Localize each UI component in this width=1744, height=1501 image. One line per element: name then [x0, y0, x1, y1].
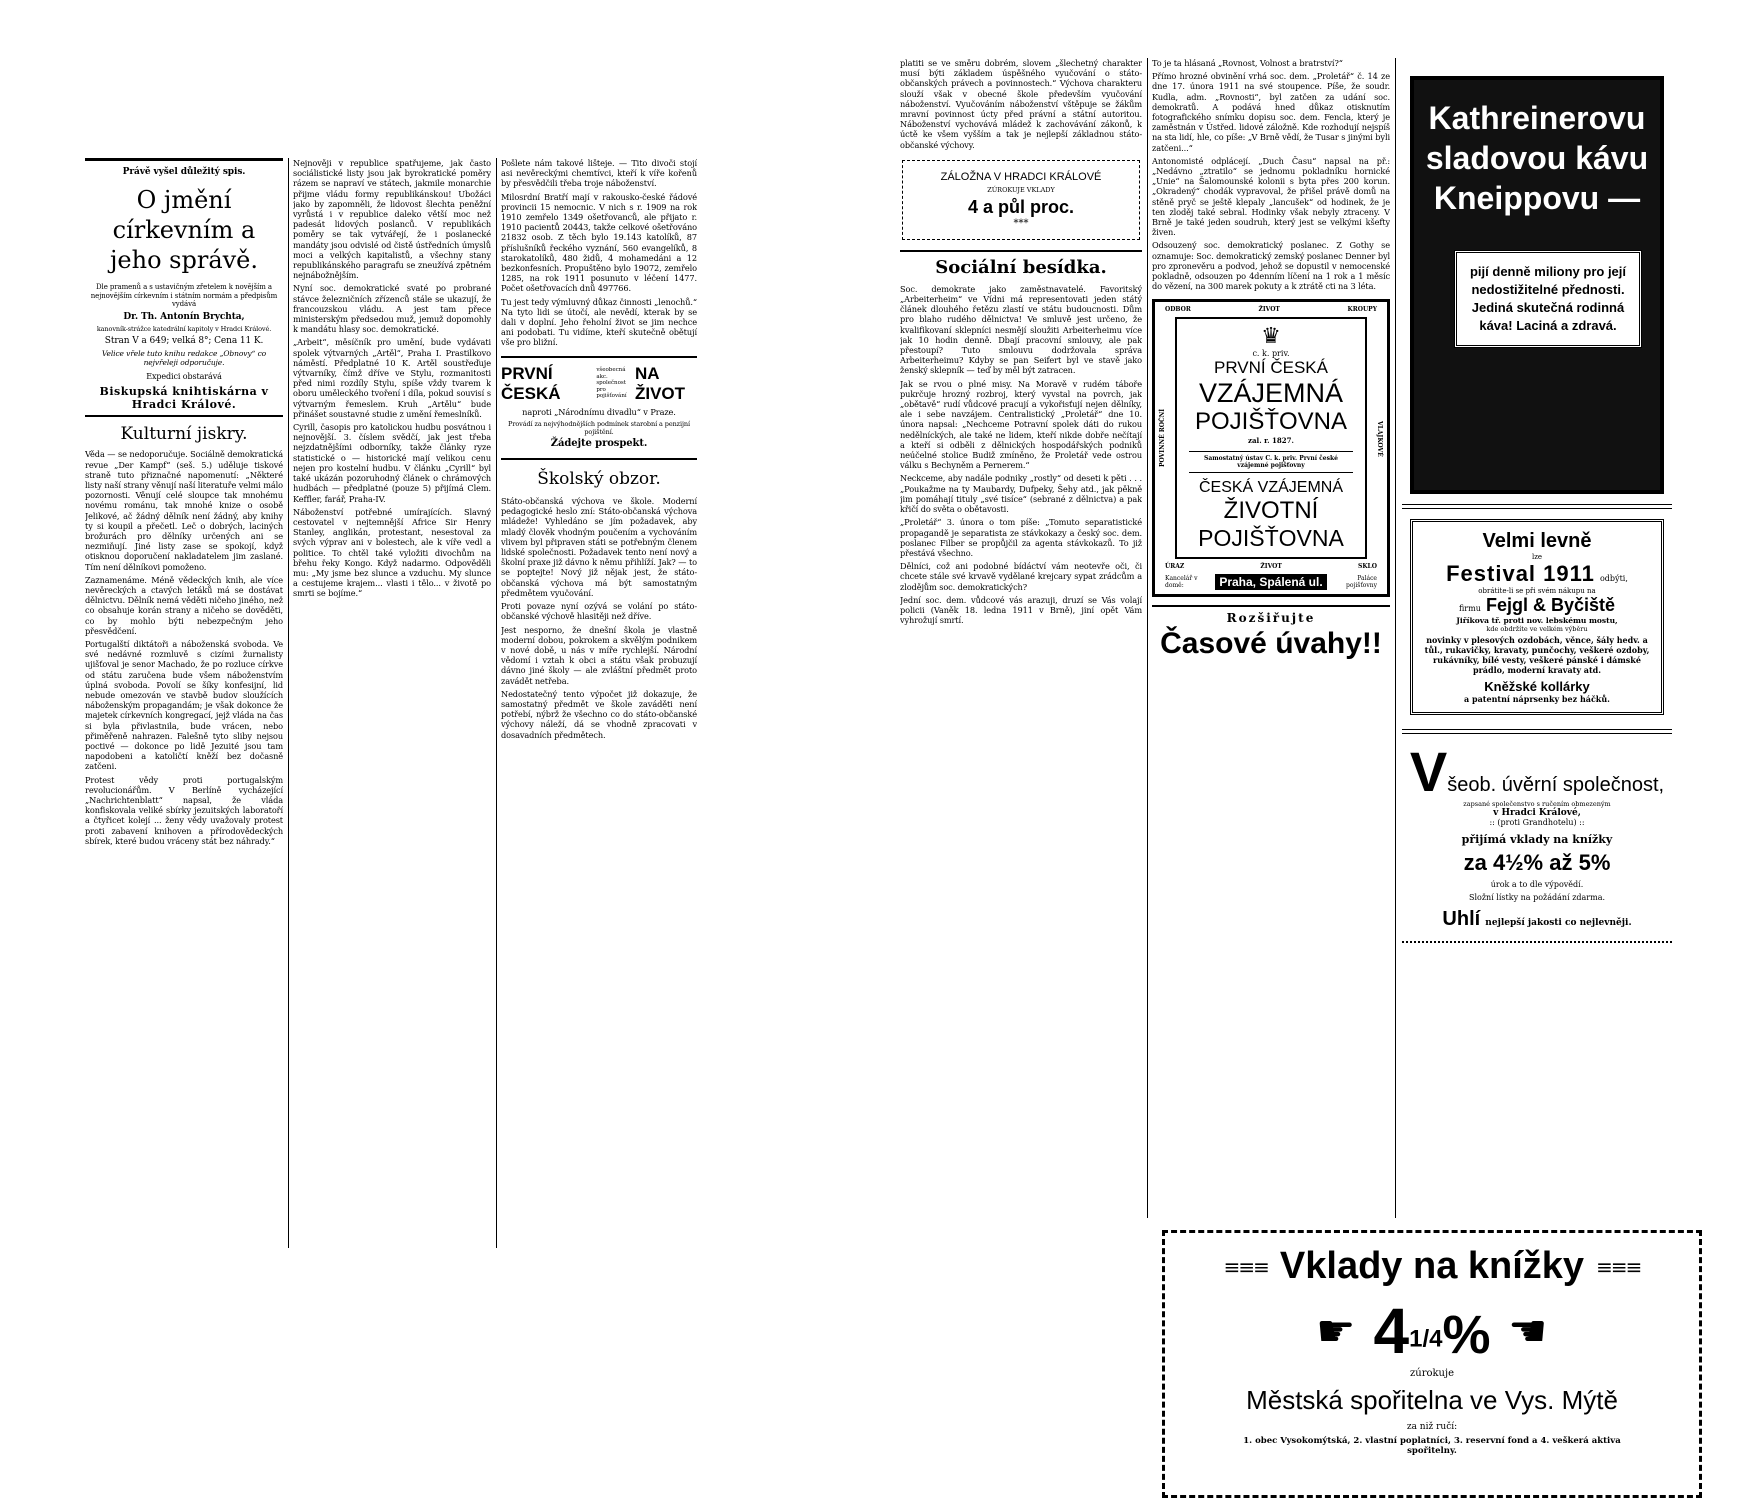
zurokuje-label: zúrokuje [1409, 1368, 1455, 1379]
article-paragraph: Portugalští diktátoři a náboženská svoboda. Ve své nedávné rozmluvě s cizími žurnalisty ujišťoval je senor Machado, že po rozluce církve od státu zaručena bude všem náboženstvím úplná svoboda. Povolí se šíky konfesijní, lid nebude omezován ve stavbě budov sloužících náboženským propagandám; je však dokonce že majetek církevních kongregací, jejž vláda na čas si byla přivlastnila, bude vrácen, nebo přiměřeně nahrazen. Falešně tyto sliby nejsou poctivé — dokonce po lidě Jezuité jsou tam napodobeni a katoličtí kněží bez dočasně zatčeni. [85, 638, 283, 772]
uhli-rest: nejlepší jakosti co nejlevněji. [1485, 918, 1632, 928]
uverni-spolecnost-ad [1402, 740, 1672, 931]
kathreiner-coffee-ad [1410, 76, 1664, 494]
article-paragraph: Zaznamenáme. Méně vědeckých knih, ale více nevěreckých a ctavých letáků má se dostávat dělnictvu. Dělník nemá věděti ničeho jiného, než co obsahuje korán strany a ničeho se dověděti, co by mohlo býti nebezpečným jeho přesvědčení. [85, 574, 283, 636]
zalozna-sub: ZÚROKUJE VKLADY [987, 185, 1055, 194]
article-paragraph: Tu jest tedy výmluvný důkaz činnosti „lenochů.“ Na tyto lidi se útočí, ale nevědí, kterak by se dali v doplní. Jeho řeholní život se jim nechce ani podobati. Tu vidíme, kteří skutečně obětují vše pro bližní. [501, 296, 697, 348]
slozni-line: Složní lístky na požádání zdarma. [1468, 893, 1606, 902]
insurance-ad [501, 356, 697, 460]
column-divider [496, 158, 497, 1248]
ad-office-address: Praha, Spálená ul. [1215, 574, 1326, 590]
ad-privileged: c. k. priv. [1252, 349, 1290, 359]
article-paragraph: Nyní soc. demokratické svaté po probrané stávce železničních zřízenců stále se ukazují, že francouzskou vládu. A jest tam přece ministerským předsedou muž, jemuž dopomohly k mandátu hlasy soc. demokratické. [293, 283, 491, 335]
vseob-address: :: (proti Grandhotelu) :: [1489, 818, 1585, 827]
rate-main: 4 [1373, 1295, 1410, 1367]
festival-line: obrátite-li se při svém nákupu na [1478, 587, 1596, 595]
vklady-title: Vklady na knížky [1279, 1245, 1585, 1287]
kathreiner-line: sladovou kávu [1425, 140, 1649, 176]
urok-line: úrok a to dle výpovědí. [1490, 880, 1584, 889]
crown-icon: ♛ [1261, 324, 1281, 350]
bank-name: Městská spořitelna ve Vys. Mýtě [1246, 1385, 1618, 1415]
book-author: Dr. Th. Antonín Brychta, [123, 311, 245, 322]
guarantee-text: 1. obec Vysokomýtská, 2. vlastní poplatníci, 3. reservní fond a 4. veškerá aktiva spořitelny. [1243, 1436, 1621, 1456]
ad-prospect: Žádejte prospekt. [550, 437, 648, 449]
zalozna-title: ZÁLOŽNA V HRADCI KRÁLOVÉ [940, 170, 1102, 183]
book-title: O jmění církevním a jeho správě. [109, 186, 259, 275]
kathreiner-inner-box: pijí denně miliony pro její nedostižitelné přednosti. Jediná skutečná rodinná káva! Laciná a zdravá. [1454, 250, 1642, 348]
publisher-name: Biskupská knihtiskárna v Hradci Králové. [99, 385, 269, 412]
ad-address: naproti „Národnímu divadlu“ v Praze. [522, 406, 676, 417]
section-heading-kulturni-jiskry: Kulturní jiskry. [120, 424, 248, 445]
article-paragraph: Nejnověji v republice spatřujeme, jak často sociálistické listy jsou jak byrokratické poměry rázem se napraví ve státech, jakmile monarchie přijme vládu formy republikánskou! Ubožáci jako by zapomněli, že lidovost šlechta peněžní vyrůstá i v republice daleko větší moc než padesát lidových poslanců. V republikách poměry se tak vytvářejí, že i poslanecké mandáty jsou odvislé od čistě ústředních úmyslů moci a velkých kapitalistů, a všechny stany republikánského paragrafu se zneužívá zpětném nejnábožnějším. [293, 158, 491, 281]
column-divider [1147, 58, 1148, 1218]
festival-ad [1410, 519, 1664, 715]
zanizruci-label: za niž ručí: [1406, 1422, 1458, 1432]
ad-company-small: všeobecná akc. společnost pro pojišťování [596, 367, 627, 400]
article-paragraph: Proti povaze nyní ozývá se volání po státo-občanské výchově hlasitěji než dříve. [501, 601, 697, 622]
book-specs: Stran V a 649; velká 8°; Cena 11 K. [104, 335, 264, 346]
firma-label: firmu [1458, 604, 1481, 613]
kathreiner-line: Kathreinerovu [1428, 100, 1646, 136]
article-paragraph: Odsouzený soc. demokratický poslanec. Z Gothy se oznamuje: Soc. demokratický zemský poslanec Denner byl pro zpronevěru a podvod, jehož se dopustil v nemocenské pokladně, odsouzen po 4denním líčení na 1 rok a 1 měsíc do vězení, na 300 marek pokuty a k ztrátě cti na 3 léta. [1152, 240, 1390, 292]
ad-founded: zal. r. 1827. [1248, 436, 1294, 446]
article-paragraph: Soc. demokrate jako zaměstnavatelé. Favoritský „Arbeiterheim“ ve Vídni má representovati jeden státý článek dlouhého řetězu zlastí ve státu budoucnosti. Dům pro blaho rudého dělnictva! Ve smluvě jest určeno, že kvalifikovaní sklepníci nesmějí sloužiti Arbeiterheimu více jak 10 hodin denně. Dbají pracovní smlouvy, ale pak přestoupí? Tuto smlouvu dodržovala správa Arbeiterheimu? Kdyby se pan Seifert byl ve stavě jako ženský sklepník — teď by měl být zatracen. [900, 283, 1142, 376]
ad-description: Provádí za nejvýhodnějších podmínek starobní a penzijní pojištění. [508, 419, 690, 436]
vseob-city: v Hradci Králové, [1493, 808, 1581, 818]
zalozna-ad-box [902, 160, 1140, 240]
decorative-lines: ≡≡≡ [1223, 1254, 1268, 1279]
ad-office-label: Kancelář v domě: [1165, 575, 1198, 590]
topbar-announcement: Právě vyšel důležitý spis. [122, 167, 246, 177]
article-paragraph: Cyrill, časopis pro katolickou hudbu posvátnou i nejnovější. 3. číslem svědčí, jak jest třeba nejzdatnějšími odborníky, takže články ryze statistické o — historické mají velikou cenu nejen pro kostelní hudbu. V článku „Cyrill“ byl také ukázán pozoruhodný článek o chrámových hudbách — předplatné (pouze 5) přijímá Clem. Keffler, farář, Praha-IV. [293, 422, 491, 504]
ad-side-label: POVINNÉ ROČNÍ [1159, 409, 1166, 468]
ad-line: PRVNÍ ČESKÁ [1213, 358, 1328, 378]
article-paragraph: Náboženství potřebné umírajících. Slavný cestovatel v nejtemnější Africe Sir Henry Stanley, anglikán, protestant, nesestoval za svých výprav ani v bolestech, ale k víře vedl a politice. To chtěl také vyložiti divochům na břehu řeky Kongo. Když nadarmo. Odpověděli mu: „My jsme bez slunce a vzduchu. My slunce a cestujeme krajem... vlasti i tělo... v životě po smrti se bojíme.“ [293, 506, 491, 599]
zalozna-stars: *** [1013, 217, 1029, 229]
ad-line: POJIŠŤOVNA [1194, 408, 1348, 436]
left-column-3 [501, 158, 697, 1248]
rozsirujte-label: Rozšiřujte [1226, 611, 1316, 626]
ad-tag: ODBOR [1165, 306, 1191, 314]
right-newspaper-page [900, 0, 1720, 1501]
ad-tag: KROUPY [1347, 306, 1377, 314]
festival-name: Festival 1911 [1446, 561, 1595, 586]
vzajemna-pojistovna-ad [1152, 299, 1390, 597]
rate-percent: % [1442, 1305, 1491, 1365]
article-paragraph: platiti se ve směru dobrém, slovem „šlechetný charakter musí býti základem úspěšného vyučování o státo-občanských právech a povinnostech.“ Výchova charakteru slouží však v obecné škole především vyučování náboženství. Vyučováním náboženství vštěpuje se žákům mravní povinnost úcty před právní a státní autoritou. Náboženství vychovává mládež k zachovávání zákonů, k úctě ke všem vyšším a tak je nejlepší základnou státo-občanské výchovy. [900, 58, 1142, 150]
ad-tag: ŽIVOT [1258, 306, 1280, 314]
festival-post: odbýti, [1599, 574, 1628, 583]
sporitelna-ad [1162, 1230, 1702, 1498]
pointing-hand-right-icon: ☛ [1316, 1305, 1356, 1357]
ad-line: VZÁJEMNÁ [1198, 378, 1344, 409]
uhli-label: Uhlí [1442, 908, 1481, 930]
right-column-1 [900, 58, 1142, 1498]
ad-line: ŽIVOTNÍ [1223, 497, 1319, 525]
ad-tag: ŽIVOT [1260, 563, 1282, 571]
book-recommendation: Velice vřele tuto knihu redakce „Obnovy“ co nejvřeleji odporučuje. [101, 349, 267, 368]
vseob-initial: V [1409, 740, 1448, 803]
vseob-sub: zapsané společenstvo s ručením obmezeným [1463, 800, 1611, 808]
left-column-1 [85, 158, 283, 1248]
prijima-line: přijímá vklady na knížky [1461, 833, 1613, 846]
patent-line: a patentní náprsenky bez háčků. [1464, 694, 1610, 704]
section-divider [900, 250, 1142, 252]
right-column-3 [1402, 58, 1672, 1218]
ad-tag: ÚRAZ [1165, 563, 1185, 571]
article-paragraph: To je ta hlásaná „Rovnost, Volnost a bratrství?“ [1152, 58, 1343, 68]
article-paragraph: Státo-občanská výchova ve škole. Moderní pedagogické heslo zní: Státo-občanská výchova mládeže! Vyhledáno se jím požadavek, aby mladý člověk vhodným poučením a vychováním vlivem byl připraven státi se potřebným členem lidské společnosti. Požadavek tento není nový a školní praxe již dávno k němu přihlíží. Jak? — to se poptejte! Nový již nějak jest, že státo-občanská výchova má být samostatným předmětem vyučování. [501, 496, 697, 598]
article-paragraph: Jak se rvou o plné misy. Na Moravě v rudém táboře pukrčuje hrozný rozbroj, který vyvstal na povrch, jak „obětavě“ rudí vůdcové pracují a vykořisťují nejen dělníky, ale i sebe navzájem. Centralistický „Proletář“ dne 10. února napsal: „Nechceme Potravní spolek dáti do rukou nedělníckých, ale také ne lidem, kteří nikde dobře nečítají a kteří si odběli z dělnických hospodářských podniků neúčelné stolice Budiž zmíněno, že Proletář vede ostrou válku s Bechyněm a Pernerem.“ [900, 378, 1142, 471]
expedition-note: Expedici obstarává [146, 372, 222, 382]
ad-mid-note: Samostatný ústav C. k. priv. První české vzájemné pojišťovny [1189, 451, 1353, 473]
firma-address: Jiříkova tř. proti nov. lebskému mostu, [1456, 616, 1618, 625]
article-paragraph: Protest vědy proti portugalským revolucionářům. V Berlíně vycházející „Nachrichtenblatt“ napsal, že vláda konfiskovala veliké sbírky jezuitských laboratoří a čtyřicet kolejí ... ženy vědy uvažovaly protest proti zabavení knihoven a přírodovědeckých sbírek, které budou vráceny stát bez náhrady.“ [85, 774, 283, 846]
book-subtitle: Dle pramenů a s ustavičným zřetelem k novějším a nejnovějším církevním i státním normám a předpisům vydává [90, 283, 278, 309]
interest-rate: za 4½% až 5% [1463, 850, 1611, 875]
section-divider [1402, 941, 1672, 947]
section-divider [1152, 605, 1390, 607]
article-paragraph: „Proletář“ 3. února o tom píše: „Tomuto separatistické propagandě je separatista ze stávkokazy a český soc. dem. poslanec Filber se propůjčil za agenta stávkokazů. To již přestává všechno. [900, 517, 1142, 558]
section-divider [1402, 504, 1672, 509]
knezske-kollarky: Kněžské kollárky [1484, 679, 1590, 694]
section-heading-socialni-besidka: Sociální besídka. [935, 256, 1107, 278]
article-paragraph: Pošlete nám takové lišteje. — Tito divoči stojí asi nevěreckými chemtívci, kteří k víře kořenů by přesvědčili třeba troje náboženství. [501, 158, 697, 189]
article-paragraph: Antonomisté odplácejí. „Duch Času“ napsal na př.: „Nedávno „ztratilo“ se jednomu pokladníku hornické „Unie“ na Šalomounské kolonii s byta přes 200 korun. „Okradený“ chodák vypravoval, že přišel právě domů na stěně pryč se ještě klepaly „lancušek“ od hodinek, že je ten zloděj také sebral. Hodinky však nebyly ztraceny. V Brně je také jeden soudruh, který jest se velkými kšefty živen. [1152, 155, 1390, 238]
left-column-2 [293, 158, 491, 1248]
article-paragraph: Milosrdní Bratří mají v rakousko-české řádové provincii 15 nemocnic. V nich s r. 1909 na rok 1910 zemřelo 1349 ošetřovanců, ale přijato r. 1910 pacientů 20443, takže celkové ošetřováno 21832 osob. Z těch bylo 19.143 katolíků, 87 příslušníků řeckého vyznání, 560 evangelíků, 8 starokatolíků, 480 židů, 4 mohamedáni a 12 bezkonfesních. Propuštěno bylo 19072, zemřelo 1285, na rok 1911 posunuto v léčení 1477. Počet ošetřovacích dnů 497766. [501, 191, 697, 294]
article-paragraph: Jední soc. dem. vůdcové vás arazuji, druzí se Vás volají policii (Vaněk 18. ledna 1911 v Brně), jiní opět Vám vyhrožují smrtí. [900, 594, 1142, 626]
firma-name: Fejgl & Byčiště [1485, 595, 1616, 615]
right-column-2 [1152, 58, 1390, 1218]
left-newspaper-page [85, 0, 775, 1501]
pointing-hand-left-icon: ☛ [1508, 1305, 1548, 1357]
velmi-levne: Velmi levně [1482, 530, 1592, 552]
ad-line: ČESKÁ VZÁJEMNÁ [1198, 479, 1344, 497]
vseob-name: šeob. úvěrní společnost, [1447, 774, 1665, 796]
top-rule [85, 158, 283, 161]
article-paragraph: „Arbeit“, měsíčník pro umění, bude vydávati spolek výtvarných „Artěl“, Praha I. Prastilkovo náměstí. Předplatné 10 K. Artěl soustřeďuje výtvarníky, čímž dříve ve Stylu, rozmanitosti před nimi rozdíly Stylu, spíše vždy tvarem k oboru uměleckého tvoření i díla, pokud souvisí s výtvarným řemeslem. Kruh „Artělu“ bude přinášet soustavné studie z umění řemeslníků. [293, 337, 491, 419]
zalozna-rate: 4 a půl proc. [967, 196, 1075, 217]
items-list: novinky v plesových ozdobách, věnce, šály hedv. a tůl., rukavičky, kravaty, punčochy, veškeré ozdoby, rukávníky, bílé vesty, veškeré pánské i dámské prádlo, moderní kravaty atd. [1424, 635, 1650, 675]
ad-palace-label: Paláce pojišťovny [1346, 575, 1377, 590]
kathreiner-line: Kneippovu — [1433, 180, 1641, 216]
section-divider [1402, 729, 1672, 734]
section-heading-skolsky-obzor: Školský obzor. [537, 469, 661, 490]
section-divider [85, 415, 283, 417]
obdrzite-line: kde obdržíte ve velkém výběru [1486, 625, 1588, 633]
ad-tag: SKLO [1357, 563, 1377, 571]
article-paragraph: Dělníci, což ani podobné bídáctví vám neotevře oči, či chcete stále své krvavě vydělané krejcary sypat zrádcům a zlodějům soc. demokratických? [900, 561, 1142, 592]
decorative-lines: ≡≡≡ [1596, 1254, 1641, 1279]
rate-fraction: 1/4 [1409, 1325, 1443, 1353]
article-paragraph: Neckceme, aby nadále podniky „rostly“ od deseti k pěti . . . „Poukažme na ty Maubardy, Dufpeky, Šehy atd., jak pěkně jim pomáhají tituly „své tisíce“ (sebrané z dělnictva) a pak křičí do světa o obětavosti. [900, 473, 1142, 515]
rate-display [1374, 1294, 1491, 1368]
article-paragraph: Věda — se nedoporučuje. Sociálně demokratická revue „Der Kampf“ (seš. 5.) uděluje tiskové straně tuto přiznačné napomenutí: „Některé listy naší strany věnují naší literatuře velmi málo pozornosti. Věnují celé sloupce tak mnohému novému románu, tak mnohé knize o osobě Jelikové, ač žádný dělník není žádný, aby knihy ty si koupil a přečetl. Leč o dobrých, laciných brožurách pro dělníky určených ani se nezmiňují. Jiné listy zase se spokojí, když otisknou doporučení nakladatelem jim zaslané. Tím není dělníkovi pomoženo. [85, 449, 283, 572]
article-paragraph: Přímo hrozné obvinění vrhá soc. dem. „Proletář“ č. 14 ze dne 17. února 1911 na své stoupence. Píše, že soudr. Kudla, adm. „Rovnosti“, byl zatčen za udání soc. demokratů. A podává hned důkaz otisknutím fotografického snímku dopisu soc. dem. Fencla, který je zaměstnán v Ústřed. lidové záložně. Kde rozhodují nejspíš na sta lidí, hle, co píše: „V Brně vědí, že Tusar s jinými byli zatčeni...“ [1152, 71, 1390, 153]
festival-pre: lze [1531, 553, 1543, 561]
ad-side-label: VLAJKOVÉ [1376, 420, 1383, 457]
article-paragraph: Nedostatečný tento výpočet již dokazuje, že samostatný předmět ve škole zaváděti není potřebí, nýbrž že všechno co do státo-občanské výchovy náleží, dá se vhodně zpracovati v dosavadních předmětech. [501, 688, 697, 740]
book-author-role: kanovník-strážce katedrální kapitoly v Hradci Králové. [96, 324, 272, 333]
ad-company-name: PRVNÍ ČESKÁ [501, 363, 561, 403]
ad-life-label: NA ŽIVOT [634, 363, 686, 403]
column-divider [288, 158, 289, 1248]
article-paragraph: Jest nesporno, že dnešní škola je vlastně moderní dobou, pokrokem a skvělým podnikem v nové době, u nás v míře rychlejší. Národní vědomí i vztah k obci a státu však probuzují dávno jiné školy — ale zvláštní předmět proto zavádět netřeba. [501, 624, 697, 686]
column-divider [1395, 58, 1396, 1218]
ad-line: POJIŠŤOVNA [1198, 525, 1344, 552]
casove-uvahy-headline: Časové úvahy!! [1160, 627, 1382, 661]
